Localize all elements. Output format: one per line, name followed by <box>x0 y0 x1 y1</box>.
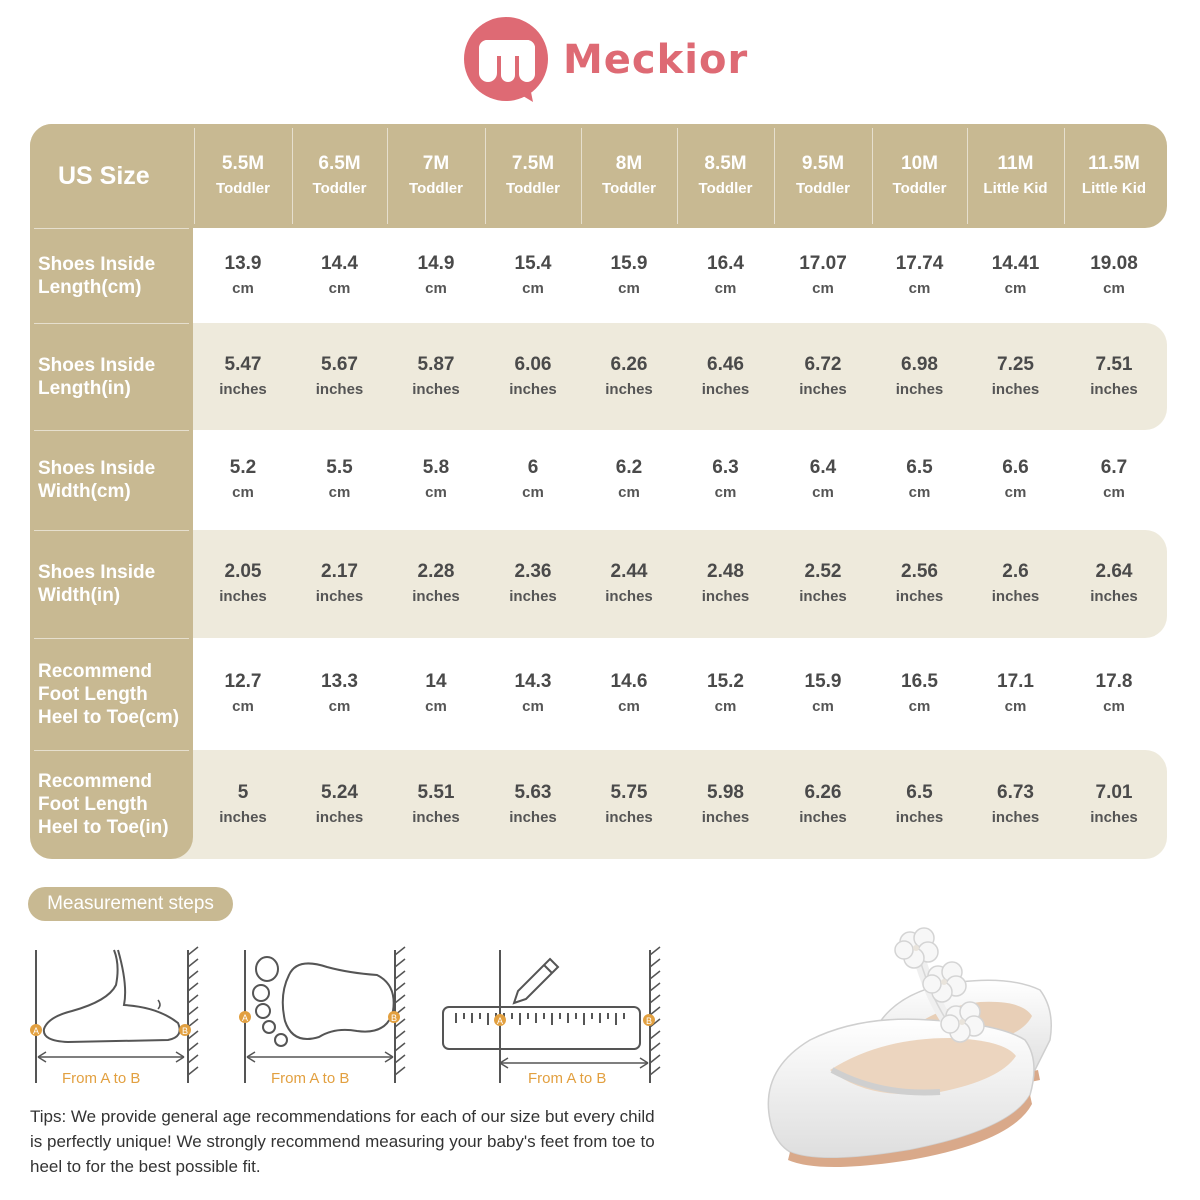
size-category: Toddler <box>312 180 367 197</box>
cell-value: 2.64 <box>1095 561 1133 582</box>
foot-side-icon <box>28 945 203 1085</box>
table-cell <box>677 323 774 430</box>
size-column-header <box>872 124 967 228</box>
table-cell <box>387 530 485 638</box>
cell-value: 6.73 <box>997 781 1034 803</box>
cell-value: 5.75 <box>610 781 648 803</box>
brand-name: Meckior <box>563 37 749 83</box>
table-cell <box>677 750 774 859</box>
row-label: Shoes Inside Length(in) <box>38 354 156 399</box>
cell-value: 5.98 <box>707 781 744 803</box>
cell-unit: inches <box>509 588 557 605</box>
cell-value: 14.6 <box>610 671 648 692</box>
cell-unit: inches <box>799 808 847 826</box>
point-a-marker: A <box>32 1026 40 1036</box>
table-cell <box>1064 228 1164 323</box>
cell-unit: inches <box>219 588 267 605</box>
table-cell <box>194 750 292 859</box>
table-cell <box>581 228 677 323</box>
table-cell <box>485 323 581 430</box>
table-cell <box>485 530 581 638</box>
cell-value: 5.24 <box>321 781 358 803</box>
cell-value: 7.01 <box>1095 781 1133 803</box>
table-cell <box>1064 323 1164 430</box>
table-cell <box>194 530 292 638</box>
size-category: Toddler <box>409 180 463 197</box>
table-cell <box>485 638 581 750</box>
table-cell <box>967 750 1064 859</box>
size-chart-table <box>30 124 1167 859</box>
size-column-header <box>485 124 581 228</box>
cell-value: 2.6 <box>1002 561 1029 582</box>
size-category: Little Kid <box>983 180 1048 197</box>
cell-value: 13.9 <box>224 252 262 274</box>
size-value: 6.5M <box>318 153 361 174</box>
table-cell <box>1064 750 1164 859</box>
table-cell <box>774 638 872 750</box>
cell-unit: inches <box>315 380 364 398</box>
table-cell <box>485 750 581 859</box>
cell-value: 6.98 <box>901 353 938 375</box>
size-category: Toddler <box>796 180 850 197</box>
row-label: Recommend Foot Length Heel to Toe(in) <box>38 771 169 838</box>
cell-unit: inches <box>991 380 1040 398</box>
cell-value: 5.63 <box>514 781 552 803</box>
table-cell <box>872 323 967 430</box>
cell-unit: inches <box>219 808 267 826</box>
cell-unit: inches <box>412 808 460 826</box>
cell-unit: cm <box>522 484 544 501</box>
product-shoe-image <box>760 920 1140 1175</box>
cell-unit: cm <box>812 698 834 715</box>
size-category: Toddler <box>698 180 753 197</box>
table-cell <box>581 530 677 638</box>
size-column-header <box>387 124 485 228</box>
cell-value: 17.8 <box>1095 671 1133 692</box>
cell-value: 5.47 <box>224 353 262 375</box>
cell-unit: inches <box>315 588 364 605</box>
cell-value: 2.48 <box>707 561 744 582</box>
table-cell <box>194 228 292 323</box>
cell-unit: inches <box>412 380 460 398</box>
cell-unit: cm <box>812 279 834 297</box>
cell-unit: inches <box>509 380 557 398</box>
cell-unit: cm <box>232 484 254 501</box>
cell-unit: cm <box>714 279 737 297</box>
brand-logo <box>463 16 748 104</box>
cell-unit: cm <box>908 698 931 715</box>
size-category: Little Kid <box>1081 180 1147 197</box>
size-category: Toddler <box>506 180 560 197</box>
cell-value: 2.36 <box>514 561 552 582</box>
size-category: Toddler <box>216 180 270 197</box>
us-size-label: US Size <box>58 161 150 190</box>
cell-unit: cm <box>328 484 351 501</box>
table-cell <box>292 530 387 638</box>
table-cell <box>774 430 872 530</box>
cell-value: 6.5 <box>906 781 933 803</box>
cell-value: 14.41 <box>991 252 1040 274</box>
row-label: Shoes Inside Width(cm) <box>38 458 156 502</box>
size-value: 11M <box>997 153 1034 174</box>
table-cell <box>194 430 292 530</box>
table-cell <box>967 430 1064 530</box>
cell-value: 5.2 <box>229 457 257 478</box>
cell-value: 17.1 <box>997 671 1034 692</box>
table-cell <box>581 323 677 430</box>
table-cell <box>387 430 485 530</box>
cell-unit: inches <box>895 808 944 826</box>
size-value: 10M <box>901 153 938 174</box>
cell-value: 14.4 <box>321 252 358 274</box>
table-cell <box>677 430 774 530</box>
step-1-label: From A to B <box>62 1070 141 1087</box>
table-cell <box>872 430 967 530</box>
cell-value: 2.05 <box>224 561 262 582</box>
cell-value: 5.8 <box>422 457 450 478</box>
table-cell <box>1064 530 1164 638</box>
size-value: 8M <box>615 153 643 174</box>
cell-unit: cm <box>522 698 544 715</box>
step-foot-side <box>28 945 203 1085</box>
step-ruler <box>440 945 665 1085</box>
cell-unit: cm <box>714 484 737 501</box>
size-column-header <box>967 124 1064 228</box>
size-category: Toddler <box>602 180 656 197</box>
cell-value: 5 <box>237 781 249 803</box>
cell-unit: inches <box>509 808 557 826</box>
cell-unit: inches <box>701 808 750 826</box>
cell-unit: inches <box>219 380 267 398</box>
cell-unit: cm <box>618 279 640 297</box>
table-cell <box>774 228 872 323</box>
cell-value: 2.28 <box>417 561 455 582</box>
table-cell <box>774 323 872 430</box>
cell-unit: inches <box>1090 588 1138 605</box>
row-label: Shoes Inside Width(in) <box>38 562 156 606</box>
cell-value: 6.7 <box>1100 457 1128 478</box>
table-cell <box>292 750 387 859</box>
cell-value: 2.52 <box>804 561 842 582</box>
size-column-header <box>292 124 387 228</box>
cell-value: 17.74 <box>895 252 944 274</box>
cell-value: 6.5 <box>906 457 933 478</box>
point-a-marker: A <box>241 1013 249 1023</box>
table-cell <box>1064 638 1164 750</box>
point-b-marker: B <box>390 1013 398 1023</box>
table-cell <box>581 638 677 750</box>
cell-value: 12.7 <box>224 671 262 692</box>
table-cell <box>677 530 774 638</box>
cell-value: 6.26 <box>804 781 842 803</box>
point-b-marker: B <box>181 1026 189 1036</box>
size-value: 5.5M <box>221 153 265 174</box>
cell-unit: cm <box>1004 484 1027 501</box>
table-cell <box>774 750 872 859</box>
cell-value: 2.17 <box>321 561 358 582</box>
cell-unit: cm <box>522 279 544 297</box>
table-cell <box>581 750 677 859</box>
cell-unit: cm <box>232 279 254 297</box>
cell-value: 5.5 <box>326 457 353 478</box>
table-cell <box>387 638 485 750</box>
cell-value: 15.9 <box>804 671 842 692</box>
cell-unit: cm <box>908 279 931 297</box>
size-value: 7M <box>422 153 450 174</box>
cell-unit: cm <box>1103 698 1125 715</box>
cell-unit: inches <box>991 588 1040 605</box>
cell-unit: cm <box>714 698 737 715</box>
cell-unit: cm <box>232 698 254 715</box>
table-cell <box>387 750 485 859</box>
table-cell <box>387 228 485 323</box>
table-cell <box>872 228 967 323</box>
cell-unit: cm <box>425 279 447 297</box>
cell-unit: inches <box>701 588 750 605</box>
table-cell <box>292 430 387 530</box>
point-b-marker: B <box>645 1016 653 1026</box>
cell-value: 2.56 <box>901 561 938 582</box>
table-cell <box>194 638 292 750</box>
cell-unit: cm <box>618 698 640 715</box>
size-column-header <box>774 124 872 228</box>
cell-unit: inches <box>1090 808 1138 826</box>
cell-unit: inches <box>605 588 653 605</box>
cell-value: 6.6 <box>1002 457 1029 478</box>
brand-mark-icon <box>463 16 551 104</box>
cell-value: 5.87 <box>417 353 455 375</box>
cell-unit: cm <box>1103 484 1125 501</box>
cell-value: 6.3 <box>712 457 739 478</box>
table-cell <box>581 430 677 530</box>
step-3-label: From A to B <box>528 1070 607 1087</box>
table-cell <box>967 638 1064 750</box>
table-cell <box>677 638 774 750</box>
cell-unit: cm <box>425 484 447 501</box>
cell-value: 6.72 <box>804 353 842 375</box>
measurement-steps-title: Measurement steps <box>28 887 233 921</box>
cell-value: 5.51 <box>417 781 455 803</box>
size-column-header <box>194 124 292 228</box>
cell-unit: inches <box>412 588 460 605</box>
size-column-header <box>581 124 677 228</box>
cell-unit: cm <box>425 698 447 715</box>
cell-unit: inches <box>799 380 847 398</box>
cell-value: 6.26 <box>610 353 648 375</box>
cell-value: 6.06 <box>514 353 552 375</box>
table-cell <box>967 228 1064 323</box>
row-label: Recommend Foot Length Heel to Toe(cm) <box>38 660 180 728</box>
size-column-header <box>1064 124 1164 228</box>
size-value: 9.5M <box>801 153 845 174</box>
cell-unit: inches <box>1090 380 1138 398</box>
table-cell <box>872 530 967 638</box>
cell-value: 7.51 <box>1095 353 1133 375</box>
cell-value: 19.08 <box>1090 252 1138 274</box>
cell-value: 6.4 <box>809 457 837 478</box>
size-value: 8.5M <box>704 153 747 174</box>
cell-unit: cm <box>812 484 834 501</box>
cell-unit: inches <box>605 808 653 826</box>
size-value: 7.5M <box>511 153 555 174</box>
cell-value: 15.2 <box>707 671 744 692</box>
table-cell <box>292 228 387 323</box>
size-column-header <box>677 124 774 228</box>
cell-unit: inches <box>991 808 1040 826</box>
cell-value: 14 <box>425 671 447 692</box>
cell-value: 14.3 <box>514 671 552 692</box>
cell-unit: inches <box>315 808 364 826</box>
table-cell <box>967 530 1064 638</box>
footprint-icon <box>237 945 412 1085</box>
cell-unit: inches <box>701 380 750 398</box>
cell-unit: cm <box>1103 279 1125 297</box>
table-cell <box>1064 430 1164 530</box>
table-cell <box>194 323 292 430</box>
cell-value: 13.3 <box>321 671 358 692</box>
cell-value: 6.2 <box>615 457 643 478</box>
row-label: Shoes Inside Length(cm) <box>38 253 156 298</box>
size-value: 11.5M <box>1088 153 1140 174</box>
cell-value: 16.4 <box>707 252 744 274</box>
cell-value: 14.9 <box>417 252 455 274</box>
table-cell <box>677 228 774 323</box>
table-cell <box>774 530 872 638</box>
cell-value: 7.25 <box>997 353 1034 375</box>
table-cell <box>872 638 967 750</box>
cell-value: 17.07 <box>799 252 847 274</box>
cell-unit: cm <box>328 279 351 297</box>
cell-unit: cm <box>328 698 351 715</box>
table-cell <box>872 750 967 859</box>
point-a-marker: A <box>496 1016 504 1026</box>
table-cell <box>485 430 581 530</box>
ruler-pencil-icon <box>440 945 665 1085</box>
table-cell <box>387 323 485 430</box>
tips-text: Tips: We provide general age recommendations for each of our size but every child is perfectly unique! We strongly recommend measuring your baby's feet from toe to heel to for the best possible fit. <box>30 1107 655 1176</box>
cell-unit: cm <box>908 484 931 501</box>
cell-value: 6.46 <box>707 353 744 375</box>
cell-unit: inches <box>605 380 653 398</box>
table-cell <box>292 638 387 750</box>
step-footprint <box>237 945 412 1085</box>
cell-value: 6 <box>527 457 539 478</box>
step-2-label: From A to B <box>271 1070 350 1087</box>
cell-value: 15.9 <box>610 252 648 274</box>
cell-value: 16.5 <box>901 671 938 692</box>
table-cell <box>292 323 387 430</box>
white-mary-jane-shoe-icon <box>760 920 1140 1170</box>
cell-unit: cm <box>618 484 640 501</box>
cell-value: 15.4 <box>514 252 552 274</box>
table-cell <box>967 323 1064 430</box>
cell-unit: inches <box>895 588 944 605</box>
cell-value: 2.44 <box>610 561 648 582</box>
cell-unit: inches <box>895 380 944 398</box>
cell-unit: cm <box>1004 698 1027 715</box>
cell-unit: cm <box>1004 279 1027 297</box>
cell-value: 5.67 <box>321 353 358 375</box>
cell-unit: inches <box>799 588 847 605</box>
size-category: Toddler <box>892 180 947 197</box>
table-cell <box>485 228 581 323</box>
